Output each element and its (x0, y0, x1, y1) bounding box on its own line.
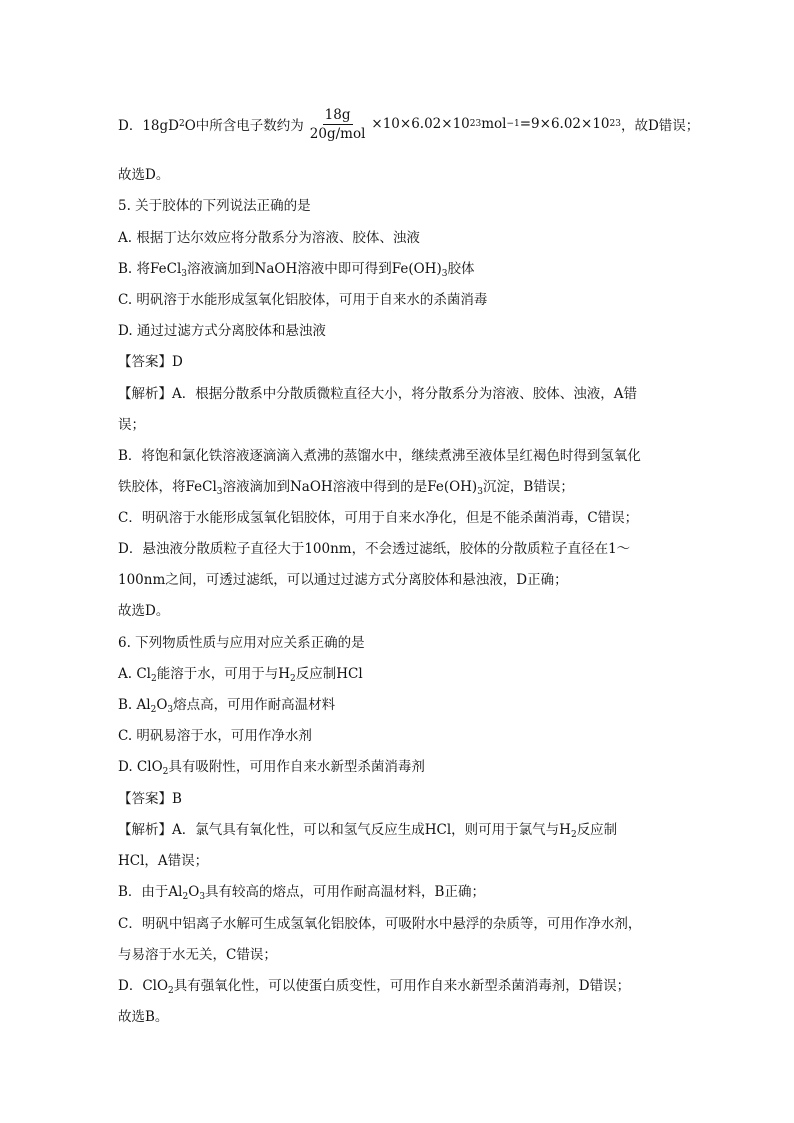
q5-explanation-a: 【解析】A．根据分散系中分散质微粒直径大小，将分散系分为溶液、胶体、浊液，A错 (118, 386, 637, 402)
q4-d-prefix: D．18gD (118, 118, 179, 134)
q6-explanation-d (118, 977, 630, 1000)
q5-explanation-b: B．将饱和氯化铁溶液逐滴滴入煮沸的蒸馏水中，继续煮沸至液体呈红褐色时得到氢氧化 (118, 448, 641, 464)
exponent: −1 (506, 119, 520, 129)
q4-d-mid: O中所含电子数约为 (184, 118, 304, 134)
subscript: 2 (182, 892, 189, 902)
q6-explanation-c: C．明矾中铝离子水解可生成氢氧化铝胶体，可吸附水中悬浮的杂质等，可用作净水剂， (118, 916, 642, 932)
q6-option-b-text: 熔点高，可用作耐高温材料 (173, 697, 336, 713)
q6-option-a (118, 665, 363, 688)
q5-option-d: D. 通过过滤方式分离胶体和悬浊液 (118, 323, 326, 339)
q4-d-end: ，故D错误； (620, 118, 700, 134)
subscript: 2 (150, 705, 157, 715)
subscript: 2 (570, 830, 577, 840)
q4-conclusion: 故选D。 (118, 167, 170, 183)
q4-d-times: ×10×6.02×10 (371, 116, 470, 132)
subscript: 3 (477, 487, 483, 497)
q6-exp-text: D．ClO (118, 978, 169, 994)
q5-explanation-a-cont: 误； (118, 417, 145, 433)
q6-explanation-b (118, 883, 485, 906)
exponent: 23 (469, 119, 482, 129)
q6-option-d-text: D. ClO (118, 759, 163, 775)
q6-answer: 【答案】B (118, 791, 182, 807)
q6-option-c: C. 明矾易溶于水，可用作净水剂 (118, 728, 312, 744)
subscript: 3 (216, 487, 223, 497)
q5-stem: 5. 关于胶体的下列说法正确的是 (118, 198, 311, 214)
q6-option-b (118, 696, 335, 719)
q5-explanation-d: D．悬浊液分散质粒子直径大于100nm，不会透过滤纸，胶体的分散质粒子直径在1～ (118, 541, 631, 557)
q5-exp-text: 溶液滴加到NaOH溶液中得到的是Fe(OH) (222, 479, 478, 495)
q6-exp-text: 具有强氧化性，可以使蛋白质变性，可用作自来水新型杀菌消毒剂，D错误； (173, 978, 631, 994)
q6-exp-text: 具有较高的熔点，可用作耐高温材料，B正确； (205, 884, 485, 900)
q6-option-a-text: A. Cl (118, 666, 151, 682)
q6-explanation-c-cont: 与易溶于水无关，C错误； (118, 947, 277, 963)
q6-exp-text: B．由于Al (118, 884, 183, 900)
q4-d-unit: mol (481, 116, 507, 132)
q5-option-b-text: B. 将FeCl (118, 261, 182, 277)
q6-option-d (118, 758, 425, 781)
q5-option-b-text: 溶液滴加到NaOH溶液中即可得到Fe(OH) (187, 261, 442, 277)
exponent: 23 (609, 119, 621, 129)
q6-exp-text: 反应制 (576, 822, 618, 838)
q6-explanation-a-cont: HCl，A错误； (118, 853, 209, 869)
q4-option-d-line (118, 104, 699, 144)
q4-d-eq: =9×6.02×10 (519, 116, 610, 132)
q6-option-b-text: O (156, 697, 168, 713)
subscript: 3 (441, 269, 448, 279)
subscript: 3 (199, 892, 206, 902)
q6-option-a-text: 反应制HCl (295, 666, 363, 682)
q6-option-b-text: B. Al (118, 697, 151, 713)
q6-option-d-text: 具有吸附性，可用作自来水新型杀菌消毒剂 (168, 759, 425, 775)
q5-conclusion: 故选D。 (118, 603, 170, 619)
q6-exp-text: O (188, 884, 200, 900)
fraction-denominator: 20g/mol (309, 125, 366, 142)
q5-explanation-d-cont: 100nm之间，可透过滤纸，可以通过过滤方式分离胶体和悬浊液，D正确； (118, 572, 568, 588)
q6-explanation-a (118, 821, 617, 844)
q5-explanation-c: C．明矾溶于水能形成氢氧化铝胶体，可用于自来水净化，但是不能杀菌消毒，C错误； (118, 510, 639, 526)
q4-d-subscript: 2 (178, 119, 185, 129)
subscript: 3 (181, 269, 188, 279)
subscript: 2 (168, 986, 174, 996)
q6-option-a-text: 能溶于水，可用于与H (156, 666, 290, 682)
q5-answer: 【答案】D (118, 354, 183, 370)
q5-option-b (118, 260, 474, 283)
fraction (308, 107, 368, 142)
subscript: 2 (290, 674, 296, 684)
q5-option-a: A. 根据丁达尔效应将分散系分为溶液、胶体、浊液 (118, 230, 420, 246)
subscript: 2 (150, 674, 157, 684)
q6-conclusion: 故选B。 (118, 1009, 169, 1025)
q5-explanation-b-cont (118, 478, 574, 501)
q6-stem: 6. 下列物质性质与应用对应关系正确的是 (118, 635, 365, 651)
q5-option-c: C. 明矾溶于水能形成氢氧化铝胶体，可用于自来水的杀菌消毒 (118, 292, 488, 308)
subscript: 2 (162, 767, 169, 777)
q5-exp-text: 铁胶体，将FeCl (118, 479, 217, 495)
fraction-numerator: 18g (324, 106, 351, 123)
q5-exp-text: 沉淀，B错误； (482, 479, 574, 495)
subscript: 3 (167, 705, 174, 715)
q5-option-b-text: 胶体 (447, 261, 475, 277)
q6-exp-text: 【解析】A．氯气具有氧化性，可以和氢气反应生成HCl，则可用于氯气与H (118, 822, 571, 838)
